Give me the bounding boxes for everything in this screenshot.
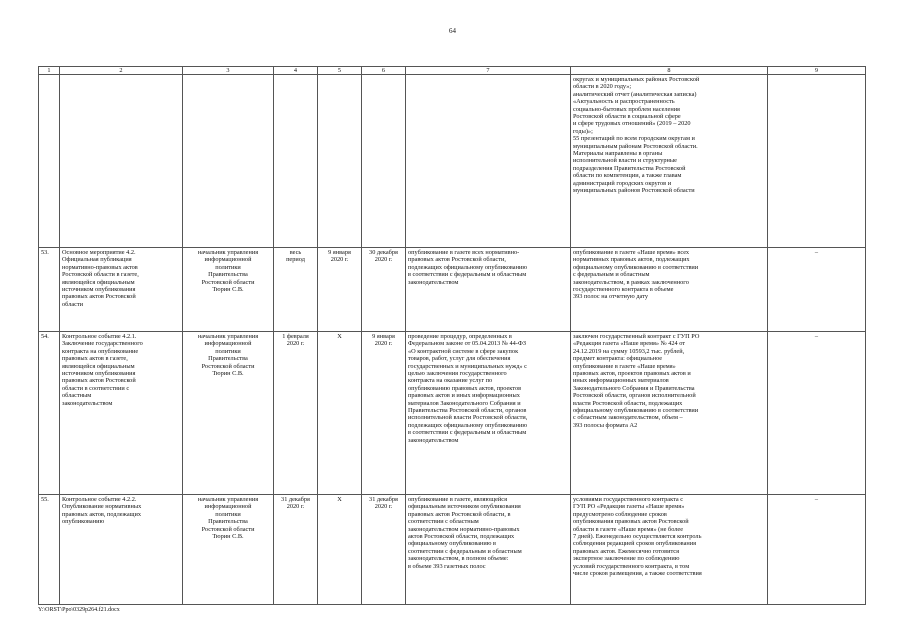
col-header-5: 5 bbox=[318, 67, 362, 75]
event-name bbox=[60, 75, 183, 248]
expected-result: опубликование в газете всех нормативно- правовых актов Ростовской области, подлежащих официальному опубликованию в соответствии с федеральным и областным законодательством bbox=[406, 248, 571, 332]
actual-end: 9 января 2020 г. bbox=[362, 332, 406, 495]
table-row bbox=[39, 495, 866, 605]
expected-result: проведение процедур, определенных в Федеральном законе от 05.04.2013 № 44-ФЗ «О контрактной системе в сфере закупок товаров, работ, услуг для обеспечения государственных и муниципальных нужд» с целью заключения государственного контракта на оказание услуг по опубликованию правовых актов, проектов правовых актов и иных информационных материалов Законодательного Собрания и Правительства Ростовской области, органов исполнительной власти Ростовской области, подлежащих официальному опубликованию в соответствии с федеральным и областным законодательством bbox=[406, 332, 571, 495]
table-row bbox=[39, 332, 866, 495]
event-name: Контрольное событие 4.2.1. Заключение государственного контракта на опубликование правовых актов в газете, являющейся официальным источником опубликования правовых актов Ростовской области в соответствии с областным законодательством bbox=[60, 332, 183, 495]
col-header-4: 4 bbox=[274, 67, 318, 75]
notes: – bbox=[768, 495, 866, 605]
col-header-9: 9 bbox=[768, 67, 866, 75]
actual-start: Х bbox=[318, 495, 362, 605]
col-header-3: 3 bbox=[183, 67, 274, 75]
actual-start: 9 января 2020 г. bbox=[318, 248, 362, 332]
row-number bbox=[39, 75, 60, 248]
actual-result: заключен государственный контракт с ГУП РО «Редакция газета «Наше время» № 424 от 24.12.2019 на сумму 10593,2 тыс. рублей, предмет контракта: официальное опубликование в газете «Наше время» правовых актов, проектов правовых актов и иных информационных материалов Законодательного Собрания и Правительства Ростовской области, органов исполнительной власти Ростовской области, подлежащих официальному опубликованию в соответствии с областным законодательством, объем – 393 полосы формата А2 bbox=[571, 332, 768, 495]
col-header-1: 1 bbox=[39, 67, 60, 75]
planned-date: весь период bbox=[274, 248, 318, 332]
planned-date bbox=[274, 75, 318, 248]
col-header-6: 6 bbox=[362, 67, 406, 75]
actual-result: округах и муниципальных районах Ростовской области в 2020 году»; аналитический отчет (аналитическая записка) «Актуальность и распространенность социально-бытовых проблем населения Ростовской области в социальной сфере и сфере трудовых отношений» (2019 – 2020 годы)»; 55 презентаций по всем городским округам и муниципальным районам Ростовской области. Материалы направлены в органы исполнительной власти и структурные подразделения Правительства Ростовской области по компетенции, а также главам администраций городских округов и муниципальных районов Ростовской области bbox=[571, 75, 768, 248]
responsible bbox=[183, 75, 274, 248]
actual-result: опубликование в газете «Наше время» всех нормативных правовых актов, подлежащих официальному опубликованию в соответствии с федеральным и областным законодательством, в рамках заключенного государственного контракта в объеме 393 полос на отчетную дату bbox=[571, 248, 768, 332]
header-row bbox=[39, 67, 866, 75]
row-number: 54. bbox=[39, 332, 60, 495]
actual-result: условиями государственного контракта с ГУП РО «Редакция газеты «Наше время» предусмотрено соблюдение сроков опубликования правовых актов Ростовской области в газете «Наше время» (не более 7 дней). Еженедельно осуществляется контроль соблюдения редакцией сроков опубликования правовых актов. Ежемесячно готовится экспертное заключение по соблюдению условий государственного контракта, в том числе сроков размещения, а также соответствия bbox=[571, 495, 768, 605]
event-name: Основное мероприятие 4.2. Официальная публикация нормативно-правовых актов Ростовской области в газете, являющейся официальным источником опубликования правовых актов Ростовской области bbox=[60, 248, 183, 332]
col-header-7: 7 bbox=[406, 67, 571, 75]
actual-start bbox=[318, 75, 362, 248]
expected-result: опубликование в газете, являющейся официальным источником опубликования правовых актов Ростовской области, в соответствии с областным законодательством нормативно-правовых актов Ростовской области, подлежащих официальному опубликованию в соответствии с федеральным и областным законодательством, в полном объеме: в объеме 393 газетных полос bbox=[406, 495, 571, 605]
planned-date: 31 декабря 2020 г. bbox=[274, 495, 318, 605]
report-table bbox=[38, 66, 866, 605]
row-number: 55. bbox=[39, 495, 60, 605]
notes: – bbox=[768, 248, 866, 332]
actual-end bbox=[362, 75, 406, 248]
table-row bbox=[39, 248, 866, 332]
actual-end: 30 декабря 2020 г. bbox=[362, 248, 406, 332]
file-path-footer: Y:\ORST\Ppo\0329p264.f21.docx bbox=[38, 607, 120, 613]
notes bbox=[768, 75, 866, 248]
event-name: Контрольное событие 4.2.2. Опубликование нормативных правовых актов, подлежащих опубликованию bbox=[60, 495, 183, 605]
notes: – bbox=[768, 332, 866, 495]
actual-end: 31 декабря 2020 г. bbox=[362, 495, 406, 605]
row-number: 53. bbox=[39, 248, 60, 332]
actual-start: Х bbox=[318, 332, 362, 495]
col-header-8: 8 bbox=[571, 67, 768, 75]
responsible: начальник управления информационной политики Правительства Ростовской области Тюрин С.В. bbox=[183, 332, 274, 495]
col-header-2: 2 bbox=[60, 67, 183, 75]
expected-result bbox=[406, 75, 571, 248]
table-row bbox=[39, 75, 866, 248]
responsible: начальник управления информационной политики Правительства Ростовской области Тюрин С.В. bbox=[183, 248, 274, 332]
responsible: начальник управления информационной политики Правительства Ростовской области Тюрин С.В. bbox=[183, 495, 274, 605]
page-number: 64 bbox=[449, 27, 456, 35]
planned-date: 1 февраля 2020 г. bbox=[274, 332, 318, 495]
